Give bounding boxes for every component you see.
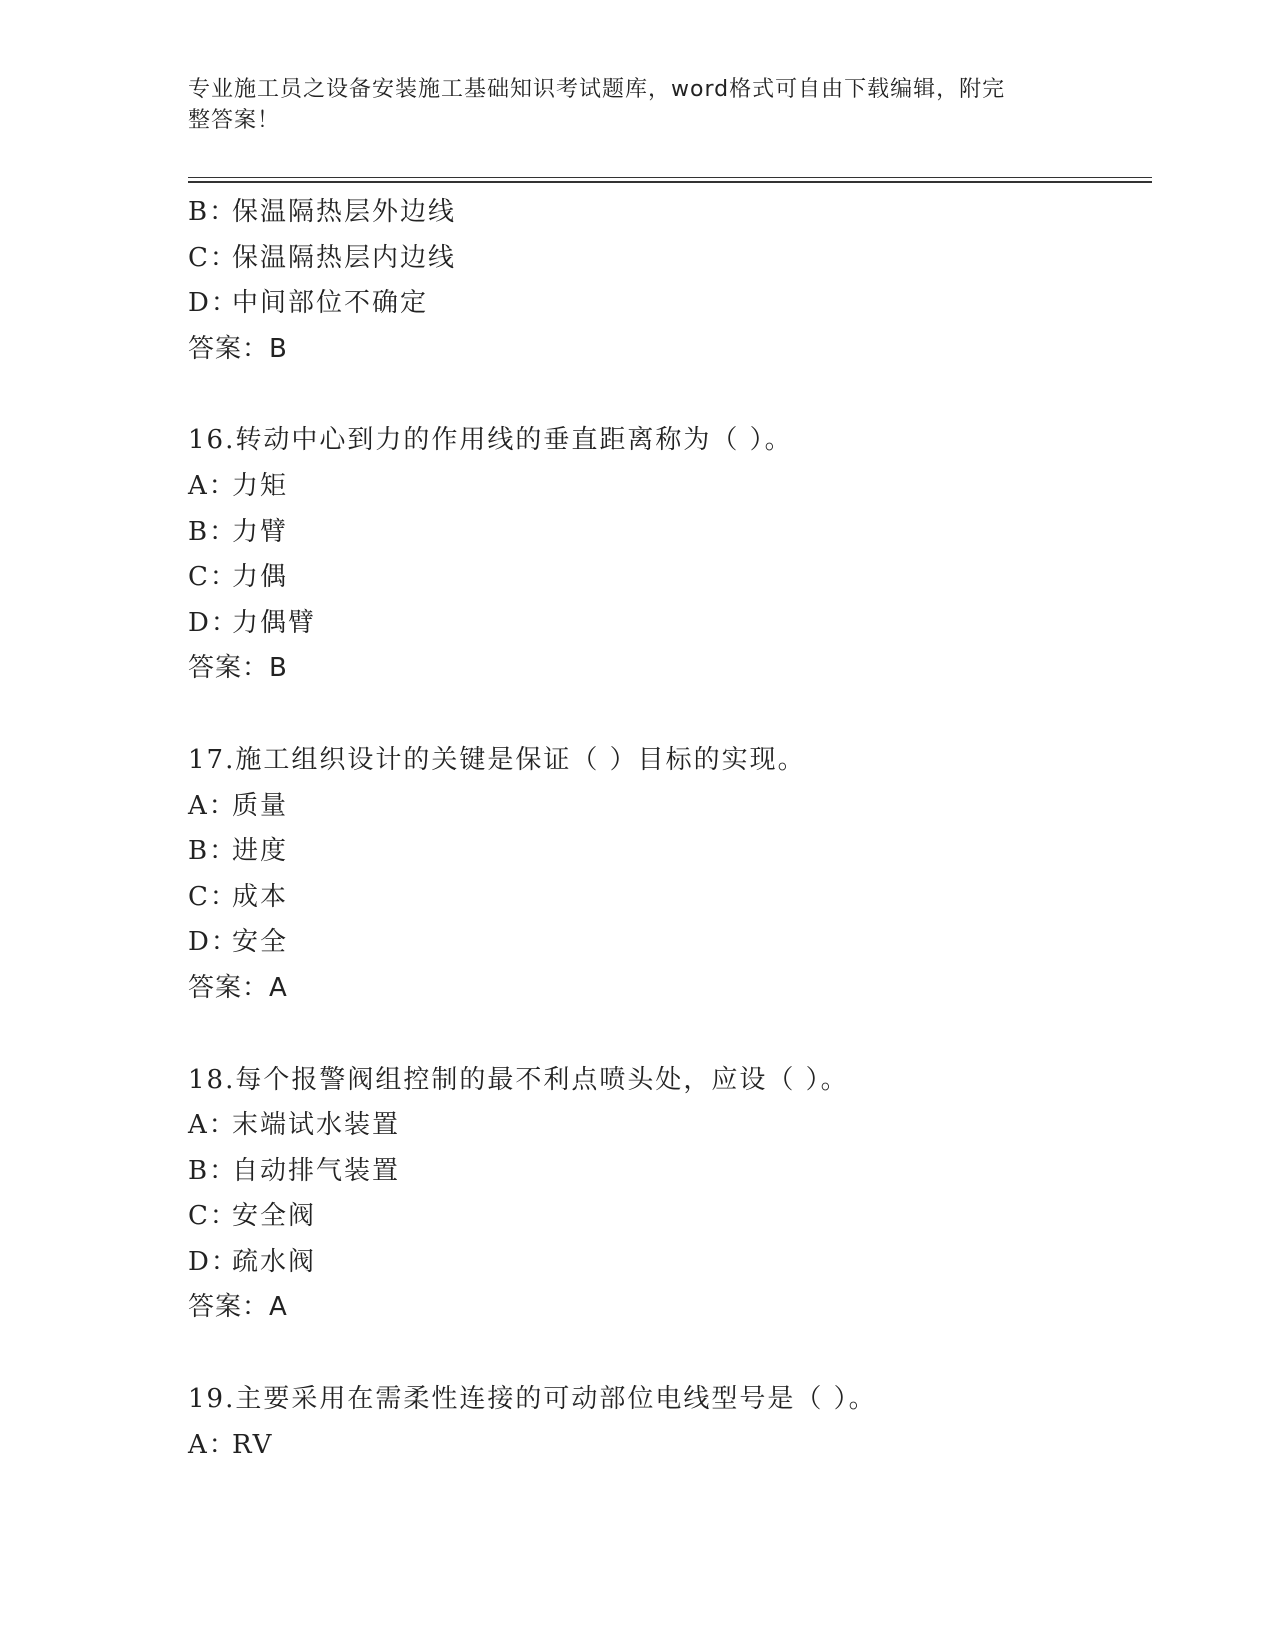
answer-line: 答案：A — [188, 1292, 288, 1323]
header-rule-thick — [188, 181, 1152, 183]
page-header — [188, 74, 1068, 136]
option-key: C： — [188, 1201, 238, 1232]
option-line — [188, 875, 1152, 921]
option-line — [188, 281, 1152, 327]
option-key: A： — [188, 790, 237, 821]
option-line — [188, 236, 1152, 282]
option-line — [188, 464, 1152, 510]
header-rule-thin — [188, 177, 1152, 178]
option-key: A： — [188, 1429, 237, 1460]
option-key: D： — [188, 927, 239, 958]
option-key: B： — [188, 836, 238, 867]
header-line-1: 专业施工员之设备安装施工基础知识考试题库，word格式可自由下载编辑，附完 — [188, 77, 1006, 102]
option-text: 保温隔热层内边线 — [232, 242, 457, 273]
option-text: 安全 — [232, 927, 289, 958]
question-stem: 18.每个报警阀组控制的最不利点喷头处，应设（ ）。 — [188, 1064, 849, 1095]
question-stem: 16.转动中心到力的作用线的垂直距离称为（ ）。 — [188, 425, 793, 456]
option-text: 安全阀 — [232, 1201, 317, 1232]
option-text: RV — [232, 1429, 274, 1460]
question-list — [188, 190, 1152, 1468]
option-key: C： — [188, 562, 238, 593]
option-text: 力偶 — [232, 562, 289, 593]
answer-line: 答案：B — [188, 653, 288, 684]
option-text: 成本 — [232, 881, 289, 912]
question-stem: 19.主要采用在需柔性连接的可动部位电线型号是（ ）。 — [188, 1384, 877, 1415]
option-line — [188, 190, 1152, 236]
option-line — [188, 784, 1152, 830]
spacer — [188, 372, 1152, 418]
option-line — [188, 601, 1152, 647]
option-text: 保温隔热层外边线 — [232, 197, 457, 227]
option-key: D： — [188, 607, 239, 638]
option-text: 力矩 — [232, 470, 289, 501]
option-key: D： — [188, 288, 239, 319]
option-key: B： — [188, 516, 238, 547]
option-text: 质量 — [232, 790, 289, 821]
option-line — [188, 1103, 1152, 1149]
header-line-2: 整答案！ — [188, 108, 281, 133]
spacer — [188, 1331, 1152, 1377]
question-stem: 17.施工组织设计的关键是保证（ ）目标的实现。 — [188, 744, 806, 775]
option-text: 进度 — [232, 836, 289, 867]
spacer — [188, 692, 1152, 738]
option-text: 自动排气装置 — [232, 1155, 401, 1186]
option-line — [188, 510, 1152, 556]
option-line — [188, 920, 1152, 966]
option-line — [188, 829, 1152, 875]
option-line — [188, 1149, 1152, 1195]
option-text: 疏水阀 — [232, 1246, 317, 1277]
option-text: 中间部位不确定 — [232, 288, 429, 319]
option-key: B： — [188, 1155, 238, 1186]
option-key: A： — [188, 470, 237, 501]
option-text: 力偶臂 — [232, 607, 317, 638]
spacer — [188, 1012, 1152, 1058]
option-key: B： — [188, 197, 238, 227]
option-text: 末端试水装置 — [232, 1110, 401, 1141]
option-key: D： — [188, 1246, 239, 1277]
option-line — [188, 1240, 1152, 1286]
option-key: A： — [188, 1110, 237, 1141]
option-line — [188, 555, 1152, 601]
option-text: 力臂 — [232, 516, 289, 547]
option-line — [188, 1423, 1152, 1469]
option-key: C： — [188, 881, 238, 912]
answer-line: 答案：B — [188, 333, 288, 364]
answer-line: 答案：A — [188, 972, 288, 1003]
option-key: C： — [188, 242, 238, 273]
option-line — [188, 1194, 1152, 1240]
